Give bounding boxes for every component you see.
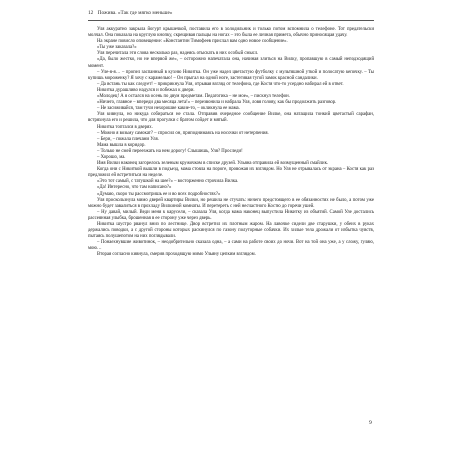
paragraph: На экране повисло оповещение: «Константин Тимофеев прислал вам одно новое сообщение». — [97, 39, 288, 45]
paragraph: Никитка топтался в дверях. — [97, 124, 153, 130]
paragraph: Имя Вилки наконец загорелось зеленым кружочком в списке друзей. Ульяна отправила ей возмущенный смайлик. — [97, 161, 329, 167]
paragraph: «Ничего, главное – впереди два месяца лета!» – перезвонила и набрала Уля, ловя голову, как бы продолжить разговор. — [97, 100, 337, 106]
paragraph: «Ты уже заказала?» — [97, 45, 137, 51]
paragraph: – Да встань ты как следует! – прикрикнула Уля, отрывая взгляд от телефона, где Костя что-то усердно набирал ей в ответ. — [97, 81, 344, 87]
paragraph: Уля проскользнула мимо дверей квартиры Вилки, но решила не стучать: ничего предстоящего в ее обязанностях не было, а потом уже можно будет завалиться в прохладу Вилкиной комнаты. И перетереть с ней несчастного Костю до горечи ушей. — [88, 197, 374, 209]
paragraph: Никитка дурашливо надулся и побежал к двери. — [97, 87, 195, 93]
body-text — [88, 27, 374, 259]
running-head-number: 12 — [88, 10, 94, 16]
page-number: 9 — [369, 420, 372, 426]
paragraph: Уля кивнула, но никуда собираться не стала. Отправив очередное сообщение Вилке, она натащила тонкий цветастый сарафан, встряхнула его и решила, что для прогулки с братом сойдет и мятый. — [88, 112, 374, 124]
paragraph: Мама вышла в коридор. — [97, 142, 146, 148]
paragraph: Вторая согласно кивнула, смерив проходящую мимо Ульяну цепким взглядом. — [97, 252, 256, 258]
paragraph: «Думаю, скоро ты рассмотришь ее и во всех подробностях?» — [97, 191, 221, 197]
paragraph: Уля аккуратно закрыла йогурт крышечкой, поставила его в холодильник и только потом вспомнила о телефоне. Тот предательски молчал. Она показала на круглую кнопку, скрещивая пальцы на ногах – это была ее личная примета, обычно приносящая удачу. — [88, 27, 374, 39]
paragraph: – Хорошо, ма. — [97, 154, 126, 160]
paragraph: Когда они с Никиткой вышли в подъезд, мама стояла на пороге, провожая их взглядом. Но Уля не отрывалась от экрана – Костя как раз предложил ей встретиться на неделе. — [88, 167, 374, 179]
paragraph: «Да, было жестко, но не впервой же», – осторожно напечатала она, начиная злиться на Вилку, пропавшую в самый неподходящий момент. — [88, 57, 374, 69]
running-head — [88, 10, 388, 17]
paragraph: – Понаехнувшие животинок, – неодобрительно сказала одна, – а сами на работе своих до ночи. Вот на той она уже, а у сложу, гуляю, мою… — [88, 240, 374, 252]
paragraph: – Можно я возьму самокат? – спросил он, приподнимаясь на носочки от нетерпения. — [97, 130, 269, 136]
paragraph: – Ну давай, милый. Веди меня к карусели, – сказала Уля, когда мама наконец выпустила Никитку из объятий. Самой Уле достались рассеянная улыбка, брошенная в ее сторону уже через дверь. — [88, 209, 374, 221]
paragraph: – Бери, – пожала плечами Уля. — [97, 136, 159, 142]
paragraph: Уля перечитала эти слова несколько раз, надеясь отыскать в них особый смысл. — [97, 51, 259, 57]
paragraph: – Уле-я-я… – пропел заспанный в кухню Никитка. Он уже надел цветастую футболку с мультяшной уткой и полосатую кепочку. – Ты купишь мороженку? Я хочу с карамелью! – Он прыгал на одной ноге, застегивая тугой замок красной сандалики. — [88, 69, 374, 81]
paragraph: «Молодец! А я остался на осень по двум предметам. Педагогика – не мое», – пискнул телефон. — [97, 94, 290, 100]
header-rule — [88, 20, 374, 21]
paragraph: – Не засиживайся, там тучи нехорошие какие-то, – окликнула ее мама. — [97, 106, 240, 112]
paragraph: Никитка шустро рванул вниз по лестнице. Двор встретил их плотным жаром. На лавочке сидели две старушки, у обеих в руках держались поводки, а с другой стороны которых раскинулся по газону полуторные собачки. Их хилые тела дрожали от избытка чувств, пытаясь полушепотом на них поглядывали. — [88, 222, 374, 240]
paragraph: – Только не смей переезжать на нем дорогу! Слышишь, Уля? Проследи! — [97, 148, 243, 154]
running-head-text: Пожива. «Так где мягко меньше» — [97, 10, 173, 16]
paragraph: «Это тот самый, с татушкой на шее?» – восторженно строчила Вилка. — [97, 179, 239, 185]
paragraph: «Да! Интересно, что там написано?» — [97, 185, 172, 191]
